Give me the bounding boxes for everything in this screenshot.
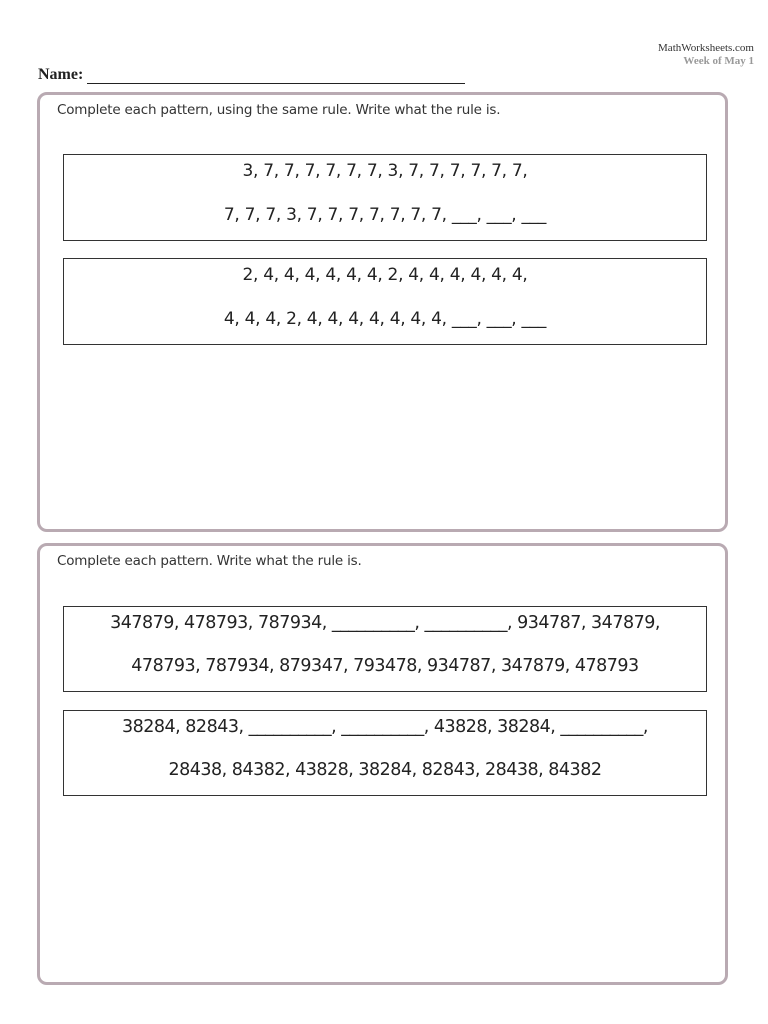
pattern-2-line-2[interactable]: 4, 4, 4, 2, 4, 4, 4, 4, 4, 4, 4, ___, ___, ___: [223, 309, 547, 329]
pattern-2-line-1: 2, 4, 4, 4, 4, 4, 4, 2, 4, 4, 4, 4, 4, 4,: [242, 265, 528, 285]
pattern-3-line-2: 478793, 787934, 879347, 793478, 934787, 347879, 478793: [131, 656, 639, 676]
site-name: MathWorksheets.com: [658, 42, 754, 54]
pattern-box-1: [63, 154, 707, 241]
pattern-4-line-2: 28438, 84382, 43828, 38284, 82843, 28438, 84382: [168, 760, 602, 780]
name-label: Name:: [38, 66, 84, 83]
pattern-3-line-1[interactable]: 347879, 478793, 787934, __________, __________, 934787, 347879,: [110, 613, 660, 633]
worksheet-header: [658, 42, 754, 68]
pattern-box-4: [63, 710, 707, 796]
name-blank-line[interactable]: [87, 67, 465, 84]
section2-instruction: Complete each pattern. Write what the rule is.: [57, 553, 362, 569]
section-rule-patterns: [37, 543, 728, 985]
week-label: Week of May 1: [683, 55, 754, 67]
pattern-box-3: [63, 606, 707, 692]
pattern-4-line-1[interactable]: 38284, 82843, __________, __________, 43828, 38284, __________,: [122, 717, 648, 737]
pattern-1-line-1: 3, 7, 7, 7, 7, 7, 7, 3, 7, 7, 7, 7, 7, 7,: [242, 161, 528, 181]
section-same-rule-patterns: [37, 92, 728, 532]
section1-instruction: Complete each pattern, using the same rule. Write what the rule is.: [57, 102, 501, 118]
name-row: [38, 66, 465, 84]
pattern-1-line-2[interactable]: 7, 7, 7, 3, 7, 7, 7, 7, 7, 7, 7, ___, ___, ___: [223, 205, 547, 225]
pattern-box-2: [63, 258, 707, 345]
